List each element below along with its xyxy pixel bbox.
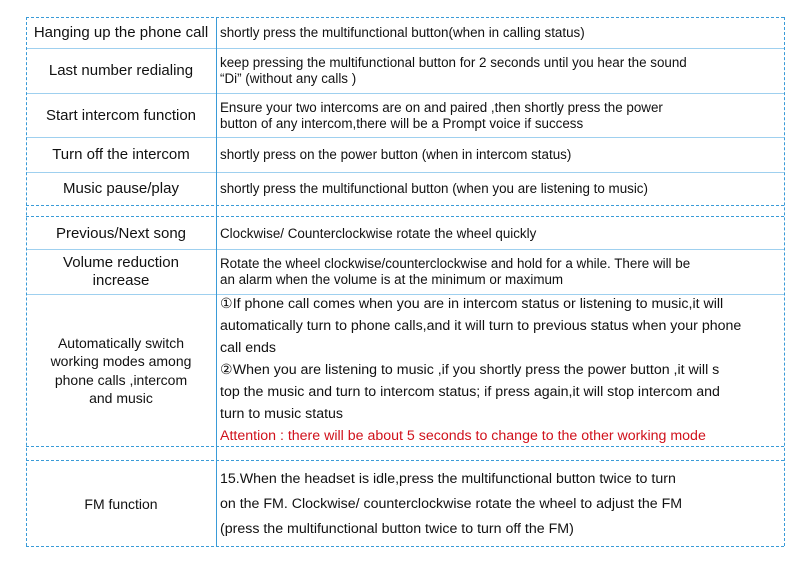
function-label: Hanging up the phone call [33, 24, 209, 41]
operation-text: shortly press the multifunctional button(when in calling status) [220, 25, 585, 40]
function-label: Turn off the intercom [52, 146, 190, 163]
operation-cell [220, 49, 782, 93]
operation-cell [220, 464, 782, 544]
function-label: phone calls ,intercom [54, 371, 188, 388]
operation-text: “Di” (without any calls ) [220, 71, 357, 86]
operation-text: on the FM. Clockwise/ counterclockwise rotate the wheel to adjust the FM [220, 495, 683, 512]
column-border [784, 17, 785, 546]
row-border [26, 205, 784, 206]
operation-text: call ends [220, 339, 276, 356]
operation-text: automatically turn to phone calls,and it will turn to previous status when your phone [220, 317, 742, 334]
operation-cell [220, 250, 782, 294]
operation-text: top the music and turn to intercom status; if press again,it will stop intercom and [220, 383, 720, 400]
column-border [216, 17, 217, 546]
operation-cell [220, 94, 782, 137]
function-cell [28, 462, 214, 546]
function-label: Start intercom function [45, 106, 197, 124]
operation-text: keep pressing the multifunctional button for 2 seconds until you hear the sound [220, 55, 687, 70]
operation-text: shortly press the multifunctional button (when you are listening to music) [220, 181, 648, 196]
function-cell [28, 250, 214, 294]
function-cell [28, 138, 214, 172]
function-label: working modes among [50, 353, 192, 369]
operation-text: Rotate the wheel clockwise/counterclockwise and hold for a while. There will be [220, 256, 691, 271]
function-label: Volume reduction [63, 254, 179, 271]
operation-cell [220, 138, 782, 172]
operation-text: button of any intercom,there will be a Prompt voice if success [220, 115, 584, 131]
function-label: Previous/Next song [55, 224, 187, 242]
function-label: Automatically switch [57, 334, 185, 351]
operation-cell [220, 18, 782, 48]
operation-text: ②When you are listening to music ,if you shortly press the power button ,it will s [220, 361, 720, 378]
row-border [26, 216, 784, 217]
operation-text: shortly press on the power button (when in intercom status) [220, 147, 572, 162]
operation-text: Clockwise/ Counterclockwise rotate the wheel quickly [220, 225, 537, 241]
function-label: and music [89, 390, 153, 406]
column-border [26, 17, 27, 546]
operation-text: 15.When the headset is idle,press the multifunctional button twice to turn [220, 470, 676, 487]
operation-text: (press the multifunctional button twice to turn off the FM) [220, 520, 574, 537]
function-label: Last number redialing [48, 62, 194, 79]
function-cell [28, 218, 214, 249]
operation-text: turn to music status [220, 405, 344, 422]
function-cell [28, 295, 214, 446]
function-cell [28, 173, 214, 205]
row-border [26, 546, 784, 547]
function-label: Music pause/play [63, 180, 179, 197]
operation-cell [220, 173, 782, 205]
function-label: increase [92, 272, 150, 289]
function-cell [28, 49, 214, 93]
function-label: FM function [84, 496, 158, 512]
operation-text: ①If phone call comes when you are in intercom status or listening to music,it will [220, 295, 724, 312]
function-cell [28, 18, 214, 48]
operation-text: an alarm when the volume is at the minimum or maximum [220, 272, 564, 287]
function-cell [28, 94, 214, 137]
operation-cell [220, 293, 782, 446]
operation-cell [220, 218, 782, 249]
row-border [26, 460, 784, 461]
operation-text: Ensure your two intercoms are on and paired ,then shortly press the power [220, 99, 663, 115]
attention-note: Attention : there will be about 5 seconds to change to the other working mode [220, 427, 706, 444]
